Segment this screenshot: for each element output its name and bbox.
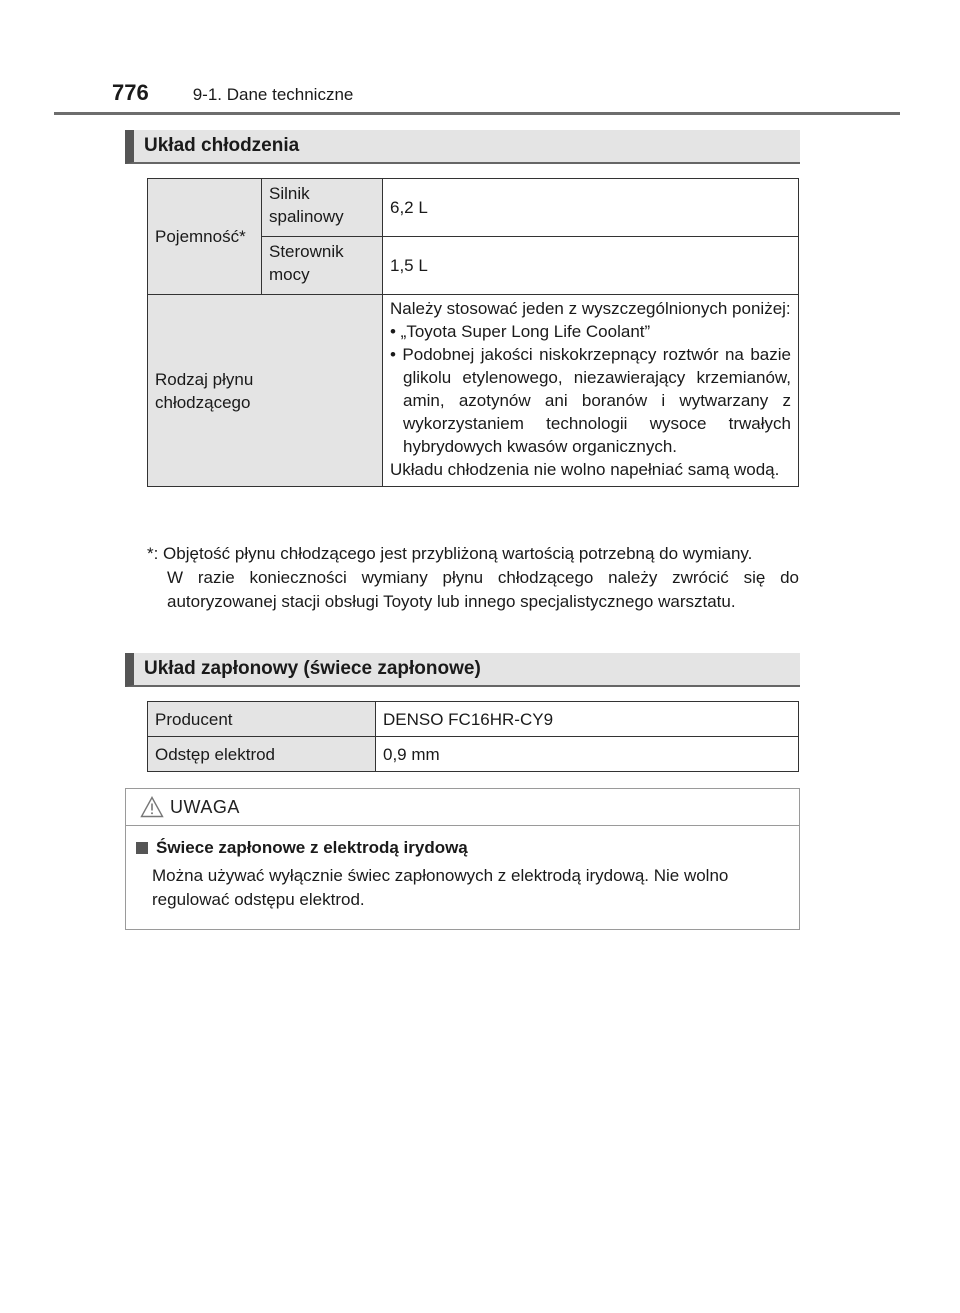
engine-value: 6,2 L	[383, 179, 799, 237]
coolant-warning: Układu chłodzenia nie wolno napełniać samą wodą.	[390, 460, 780, 479]
gap-value: 0,9 mm	[376, 737, 799, 772]
pcu-label: Sterownik mocy	[262, 237, 383, 295]
pcu-value: 1,5 L	[383, 237, 799, 295]
cooling-section-title	[125, 130, 800, 164]
caution-body	[126, 826, 799, 912]
footnote-line-1: *: Objętość płynu chłodzącego jest przybliżoną wartością potrzebną do wymiany.	[147, 544, 753, 563]
coolant-option-2: • Podobnej jakości niskokrzepnący roztwór na bazie glikolu etylenowego, niezawierający krzemianów, amin, azotynów ani boranów i wytwarzany z wykorzystaniem technologii wysoce trwałych hybrydowych kwasów organicznych.	[390, 345, 791, 456]
gap-label: Odstęp elektrod	[148, 737, 376, 772]
warning-triangle-icon	[140, 796, 164, 818]
footnote	[147, 542, 799, 614]
engine-label: Silnik spalinowy	[262, 179, 383, 237]
section-path: 9-1. Dane techniczne	[192, 85, 354, 104]
table-row	[148, 702, 799, 737]
ignition-title-text: Układ zapłonowy (świece zapłonowe)	[144, 658, 481, 679]
caution-subtitle-text: Świece zapłonowe z elektrodą irydową	[156, 838, 468, 857]
coolant-option-1: • „Toyota Super Long Life Coolant”	[390, 322, 651, 341]
capacity-label: Pojemność*	[148, 179, 262, 295]
table-row	[148, 295, 799, 487]
caution-header	[126, 789, 799, 826]
cooling-title-text: Układ chłodzenia	[144, 135, 300, 156]
cooling-table	[147, 178, 799, 487]
coolant-intro: Należy stosować jeden z wyszczególnionych poniżej:	[390, 299, 791, 318]
producer-value: DENSO FC16HR-CY9	[376, 702, 799, 737]
header-rule	[54, 112, 900, 115]
caution-text: Można używać wyłącznie świec zapłonowych z elektrodą irydową. Nie wolno regulować odstępu elektrod.	[152, 866, 729, 909]
ignition-table	[147, 701, 799, 772]
coolant-type-label-text: Rodzaj płynu chłodzącego	[155, 369, 254, 412]
caution-subtitle	[136, 838, 789, 858]
coolant-type-label	[148, 295, 383, 487]
caution-box	[125, 788, 800, 930]
footnote-line-2: W razie konieczności wymiany płynu chłodzącego należy zwrócić się do autoryzowanej stacji obsługi Toyoty lub innego specjalistycznego warsztatu.	[167, 568, 799, 611]
page-number: 776	[112, 80, 149, 105]
producer-label: Producent	[148, 702, 376, 737]
square-bullet-icon	[136, 842, 148, 854]
page-header	[112, 80, 353, 110]
table-row	[148, 737, 799, 772]
table-row	[148, 179, 799, 237]
caution-title: UWAGA	[170, 796, 240, 817]
ignition-section-title	[125, 653, 800, 687]
coolant-type-value	[383, 295, 799, 487]
